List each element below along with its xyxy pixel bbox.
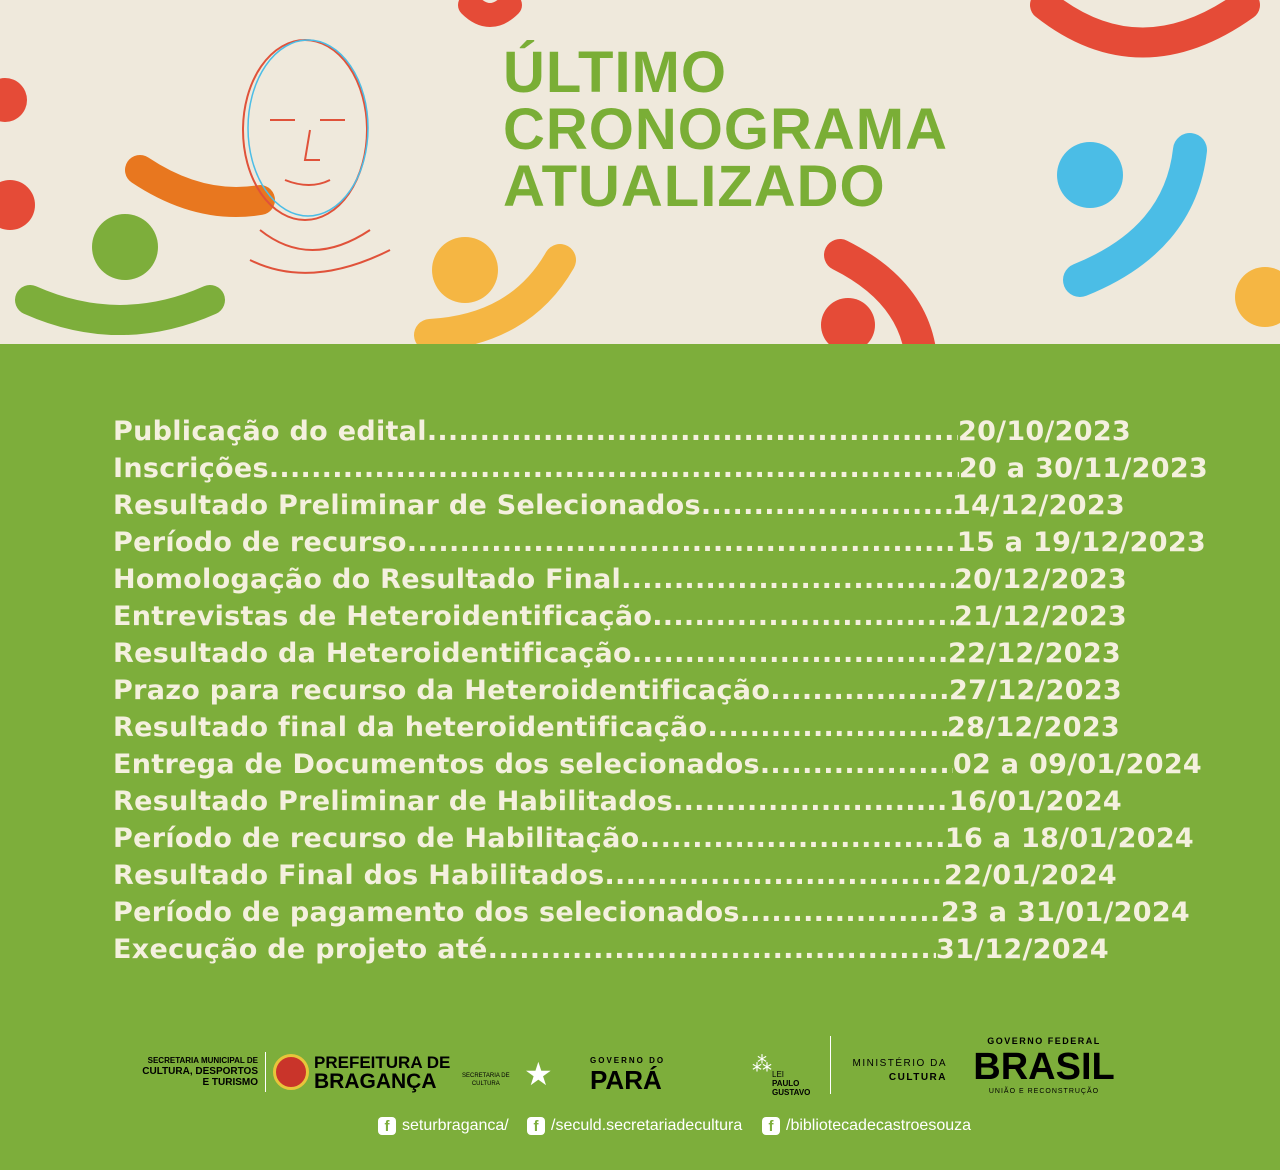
schedule-label: Resultado Preliminar de Habilitados <box>113 786 674 817</box>
schedule-row <box>113 450 1208 487</box>
lpg-figures-icon: ⁂ <box>752 1052 772 1076</box>
logo-text: SECRETARIA DE <box>462 1073 510 1079</box>
logo-text: PAULO <box>772 1079 800 1088</box>
logo-text: CULTURA <box>471 1081 500 1087</box>
ministerio-cultura-logo <box>845 1057 947 1085</box>
schedule-date: 16/01/2024 <box>948 786 1122 817</box>
logo-text: BRASIL <box>973 1046 1115 1088</box>
facebook-icon: f <box>762 1117 780 1135</box>
lei-paulo-gustavo-logo <box>772 1070 810 1097</box>
logo-text: GOVERNO FEDERAL <box>987 1036 1101 1046</box>
schedule-label: Entrega de Documentos dos selecionados <box>113 749 760 780</box>
schedule-row <box>113 783 1122 820</box>
facebook-icon: f <box>527 1117 545 1135</box>
schedule-date: 20 a 30/11/2023 <box>958 453 1208 484</box>
schedule-date: 28/12/2023 <box>946 712 1120 743</box>
title-line: ATUALIZADO <box>503 154 886 219</box>
schedule-date: 31/12/2024 <box>935 934 1109 965</box>
schedule-row <box>113 672 1122 709</box>
schedule-row <box>113 413 1131 450</box>
schedule-date: 22/12/2023 <box>947 638 1121 669</box>
schedule-label: Resultado Final dos Habilitados <box>113 860 605 891</box>
schedule-label: Resultado Preliminar de Selecionados <box>113 490 701 521</box>
schedule-row <box>113 561 1127 598</box>
schedule-label: Período de recurso <box>113 527 407 558</box>
schedule-label: Entrevistas de Heteroidentificação <box>113 601 653 632</box>
schedule-row <box>113 894 1190 931</box>
logo-text: GOVERNO DO <box>590 1056 666 1065</box>
schedule-list <box>113 413 1208 968</box>
schedule-label: Período de pagamento dos selecionados <box>113 897 740 928</box>
schedule-label: Publicação do edital <box>113 416 427 447</box>
schedule-row <box>113 635 1121 672</box>
schedule-row <box>113 857 1117 894</box>
schedule-label: Inscrições <box>113 453 269 484</box>
divider <box>830 1036 831 1094</box>
schedule-date: 02 a 09/01/2024 <box>952 749 1202 780</box>
schedule-label: Execução de projeto até <box>113 934 488 965</box>
schedule-label: Resultado da Heteroidentificação <box>113 638 632 669</box>
governo-para-logo <box>590 1056 665 1094</box>
logo-text: SECRETARIA MUNICIPAL DE <box>147 1056 258 1065</box>
schedule-date: 23 a 31/01/2024 <box>940 897 1190 928</box>
logo-text: GUSTAVO <box>772 1088 811 1097</box>
schedule-label: Período de recurso de Habilitação <box>113 823 640 854</box>
title-line: ÚLTIMO <box>503 40 727 105</box>
face-illustration-icon <box>243 40 390 273</box>
divider <box>265 1052 266 1092</box>
schedule-date: 15 a 19/12/2023 <box>956 527 1206 558</box>
social-handle: seturbraganca/ <box>402 1117 509 1134</box>
secult-logo <box>462 1072 510 1088</box>
schedule-date: 21/12/2023 <box>953 601 1127 632</box>
braganca-crest-icon <box>273 1054 309 1090</box>
logo-text: MINISTÉRIO DA <box>852 1058 947 1069</box>
social-handle: /seculd.secretariadecultura <box>551 1117 743 1134</box>
schedule-row <box>113 709 1120 746</box>
schedule-row <box>113 820 1194 857</box>
logo-text: LEI <box>772 1070 785 1079</box>
social-link[interactable] <box>762 1117 971 1135</box>
schedule-row <box>113 524 1206 561</box>
schedule-date: 14/12/2023 <box>951 490 1125 521</box>
schedule-date: 20/12/2023 <box>953 564 1127 595</box>
page-title <box>503 40 948 219</box>
schedule-label: Prazo para recurso da Heteroidentificação <box>113 675 771 706</box>
logo-text: PARÁ <box>590 1065 662 1095</box>
social-link[interactable] <box>378 1117 509 1135</box>
schedule-date: 20/10/2023 <box>957 416 1131 447</box>
governo-federal-brasil-logo <box>966 1036 1122 1095</box>
logo-text: UNIÃO E RECONSTRUÇÃO <box>988 1088 1100 1095</box>
schedule-date: 27/12/2023 <box>948 675 1122 706</box>
prefeitura-braganca-logo <box>314 1053 450 1091</box>
secretaria-municipal-logo <box>140 1055 258 1088</box>
schedule-row <box>113 487 1125 524</box>
para-star-icon: ★ <box>524 1055 553 1093</box>
logo-text: PREFEITURA DE <box>314 1053 451 1072</box>
social-handle: /bibliotecadecastroesouza <box>786 1117 972 1134</box>
header-banner <box>0 0 1280 344</box>
facebook-icon: f <box>378 1117 396 1135</box>
schedule-date: 22/01/2024 <box>943 860 1117 891</box>
logo-text: BRAGANÇA <box>314 1070 437 1093</box>
schedule-label: Resultado final da heteroidentificação <box>113 712 708 743</box>
schedule-row <box>113 931 1109 968</box>
schedule-row <box>113 598 1127 635</box>
logo-text: E TURISMO <box>202 1077 258 1088</box>
schedule-label: Homologação do Resultado Final <box>113 564 622 595</box>
schedule-row <box>113 746 1202 783</box>
title-line: CRONOGRAMA <box>503 97 948 162</box>
schedule-date: 16 a 18/01/2024 <box>944 823 1194 854</box>
logo-text: CULTURA <box>888 1072 947 1083</box>
social-link[interactable] <box>527 1117 742 1135</box>
logo-text: CULTURA, DESPORTOS <box>142 1066 258 1077</box>
